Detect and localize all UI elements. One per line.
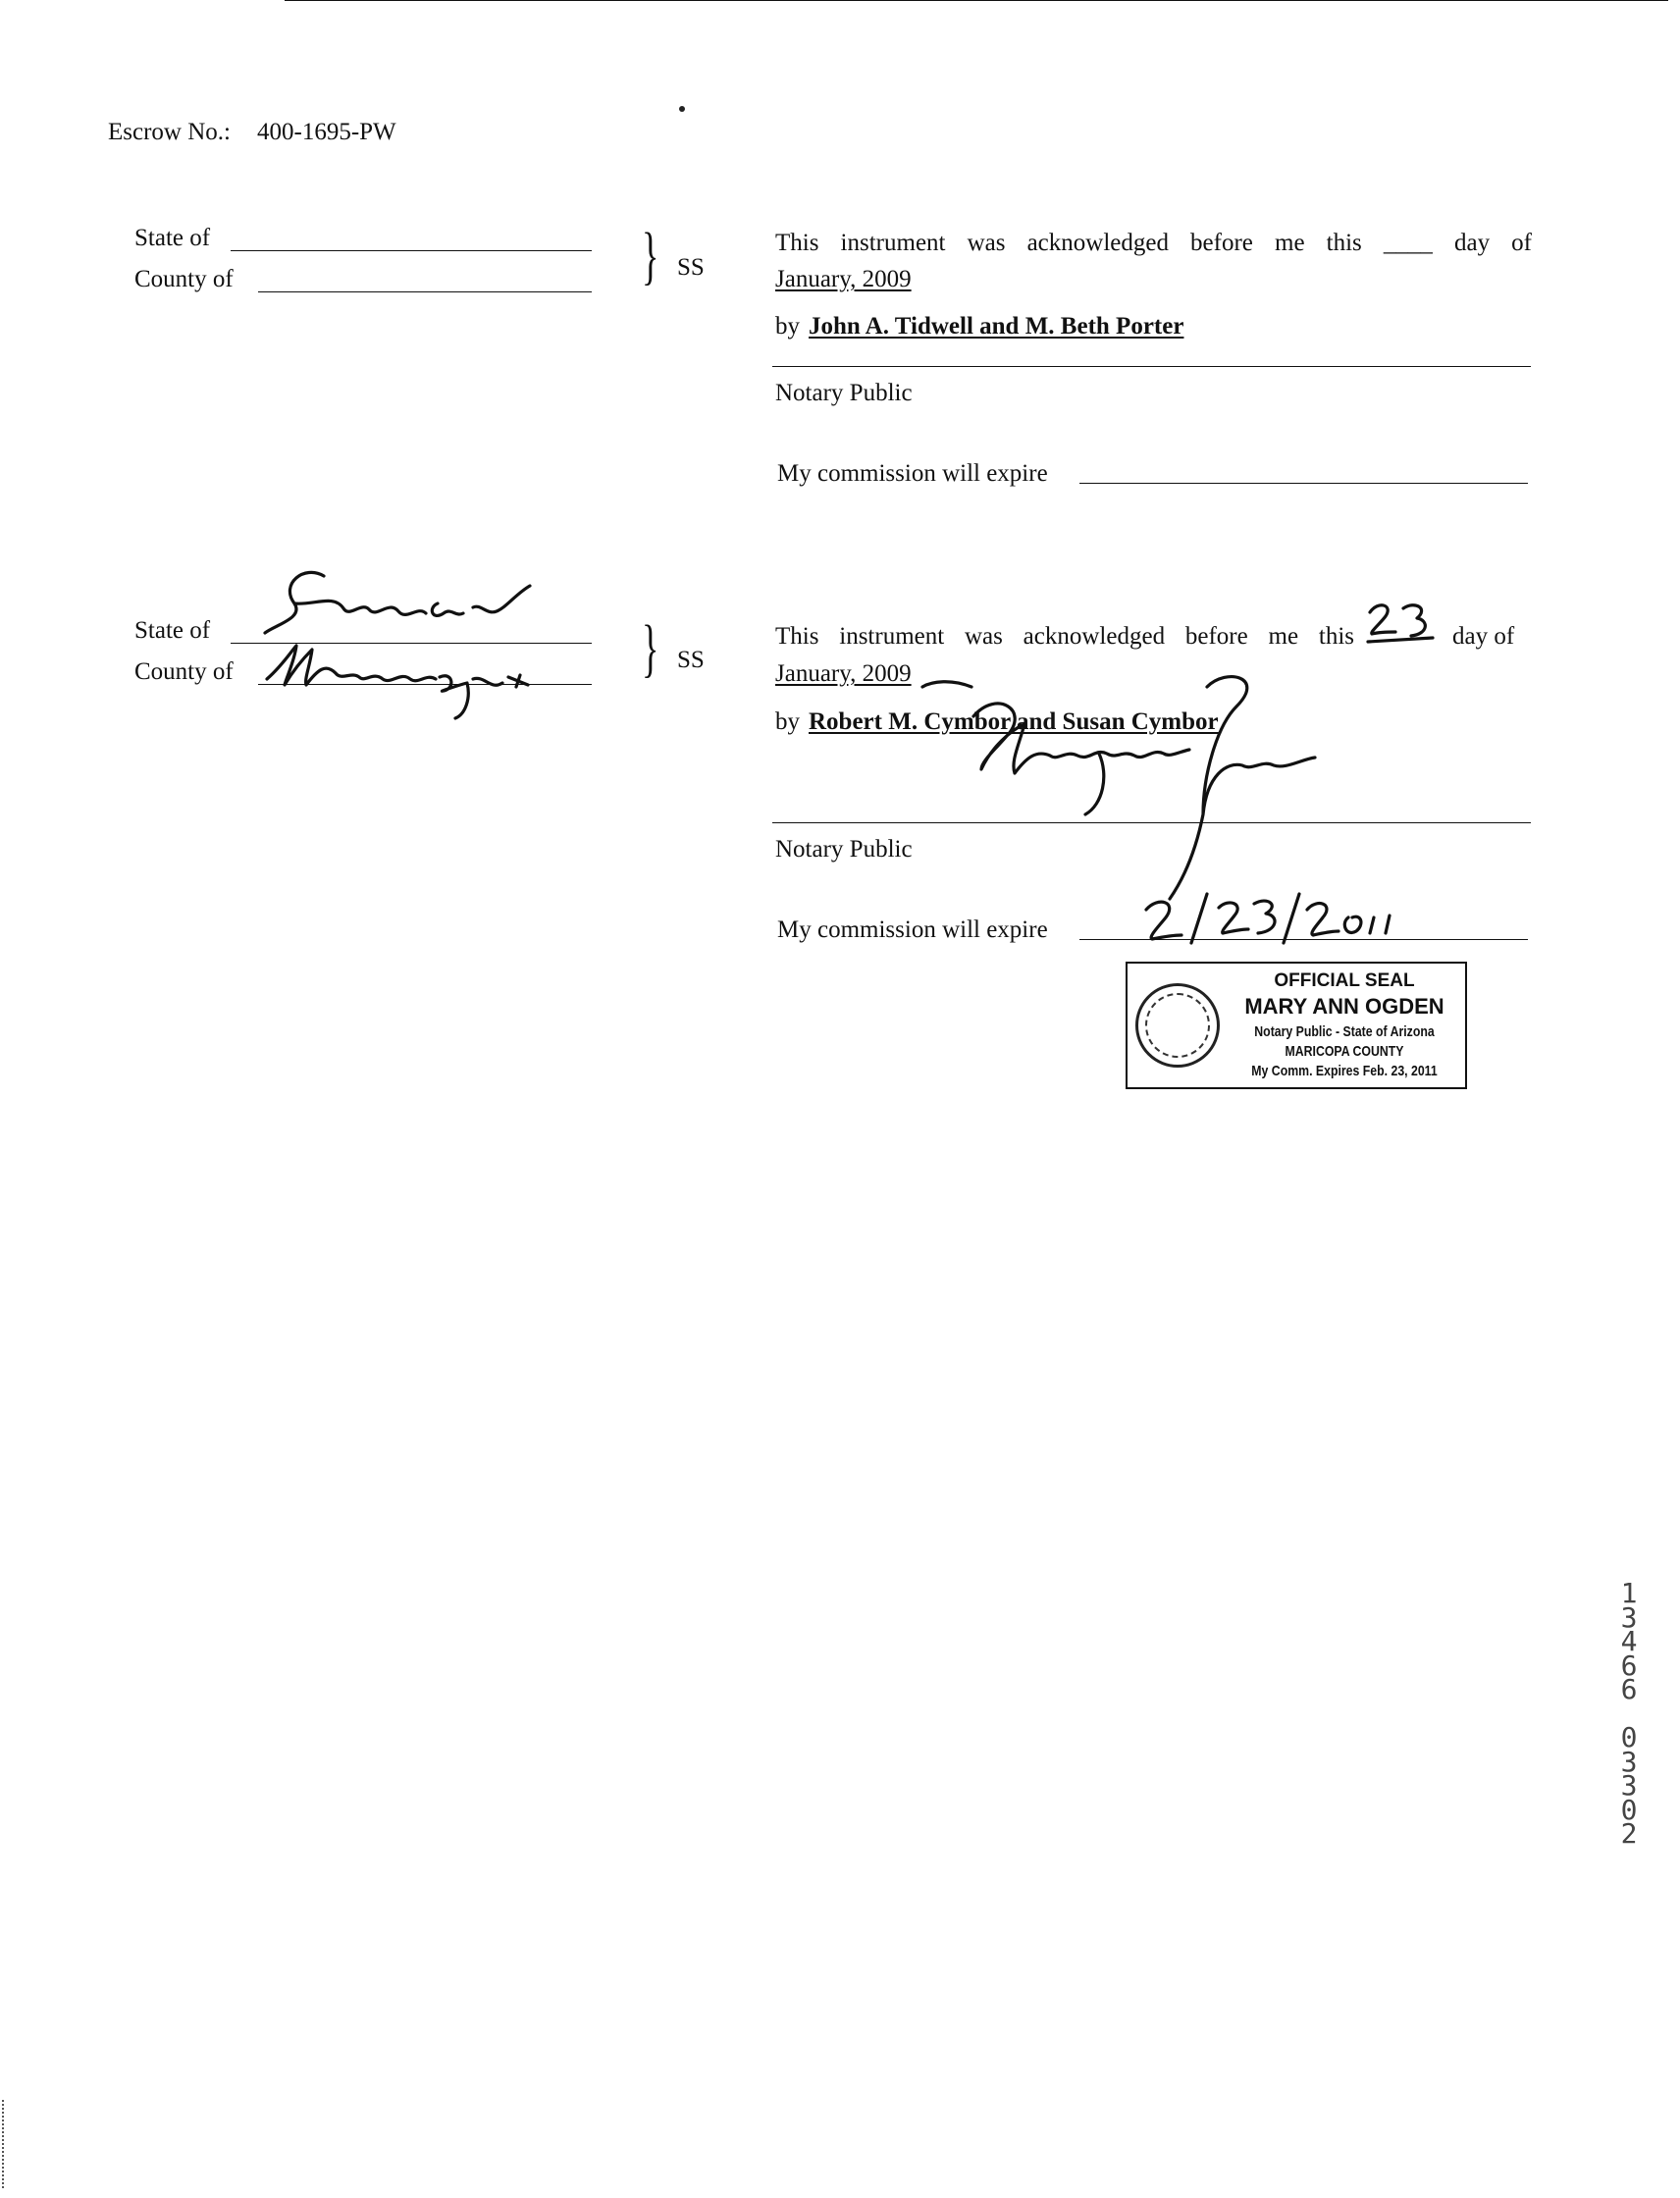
notary-signature-line-1	[772, 366, 1531, 367]
recording-number-digit: 4	[1620, 1625, 1638, 1657]
brace-2: }	[642, 612, 659, 684]
handwritten-day-23	[1364, 599, 1443, 653]
ack-day-suffix-2: day of	[1452, 623, 1515, 650]
notary-signature	[913, 667, 1335, 903]
escrow-number: 400-1695-PW	[257, 119, 396, 145]
notary-label-1: Notary Public	[775, 380, 913, 406]
brace-1: }	[642, 220, 659, 291]
official-notary-seal	[1126, 962, 1467, 1089]
commission-label-2: My commission will expire	[777, 916, 1048, 943]
seal-line-1: Notary Public - State of Arizona	[1254, 1023, 1435, 1040]
notary-label-2: Notary Public	[775, 836, 913, 863]
commission-label-1: My commission will expire	[777, 460, 1048, 487]
seal-line-3: My Comm. Expires Feb. 23, 2011	[1251, 1063, 1438, 1079]
county-label-1: County of	[134, 266, 234, 292]
recording-number-digit: 0	[1620, 1793, 1638, 1826]
ss-label-1: SS	[677, 254, 705, 281]
seal-notary-name: MARY ANN OGDEN	[1244, 994, 1444, 1019]
scan-mark-left	[2, 2100, 4, 2188]
acknowledger-names-1: John A. Tidwell and M. Beth Porter	[809, 313, 1184, 340]
seal-line-2: MARICOPA COUNTY	[1285, 1043, 1404, 1060]
recording-number-digit: 3	[1620, 1600, 1638, 1634]
ack-date-1: January, 2009	[775, 266, 912, 292]
recording-number-digit: 0	[1620, 1721, 1638, 1753]
state-label-1: State of	[134, 225, 211, 251]
ack-text-2a: This instrument was acknowledged before me this	[775, 623, 1354, 650]
recording-number-digit: 2	[1620, 1817, 1638, 1850]
state-blank-1	[231, 250, 592, 251]
ack-text-1: This instrument was acknowledged before me this ____ day of	[775, 230, 1532, 256]
recording-number-digit: 3	[1620, 1745, 1638, 1778]
handwritten-commission-date	[1138, 888, 1413, 947]
recording-number-digit: 6	[1620, 1648, 1638, 1682]
state-label-2: State of	[134, 617, 211, 644]
recording-number-digit: 1	[1620, 1577, 1638, 1609]
handwritten-state-arizona	[245, 564, 540, 643]
county-label-2: County of	[134, 658, 234, 685]
recording-number-digit: 6	[1620, 1673, 1638, 1705]
county-blank-1	[258, 291, 592, 292]
ss-label-2: SS	[677, 647, 705, 673]
by-label-2: by	[775, 708, 800, 735]
scan-speck	[679, 106, 685, 112]
seal-title: OFFICIAL SEAL	[1274, 970, 1415, 991]
commission-blank-1	[1079, 483, 1528, 484]
escrow-label: Escrow No.:	[108, 119, 231, 145]
handwritten-county-maricopa	[263, 636, 557, 724]
recording-number-vertical	[1614, 1577, 1644, 1850]
ack-date-2: January, 2009	[775, 660, 912, 687]
by-label-1: by	[775, 313, 800, 340]
top-rule	[285, 0, 1668, 1]
acknowledger-names-2: Robert M. Cymbor and Susan Cymbor	[809, 708, 1219, 735]
recording-number-digit: 3	[1620, 1769, 1638, 1802]
